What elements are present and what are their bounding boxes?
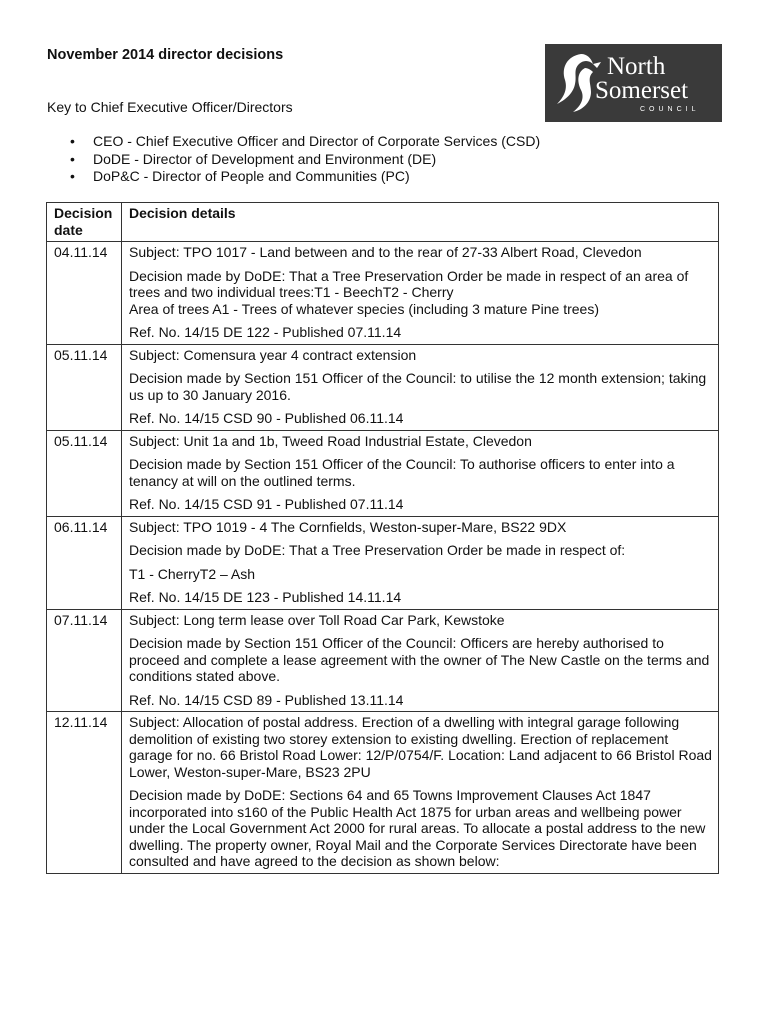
decision-details (122, 344, 719, 430)
decision-date: 04.11.14 (47, 242, 122, 345)
table-row (47, 609, 719, 712)
decision-details (122, 516, 719, 609)
decision-details (122, 712, 719, 874)
decision-date: 06.11.14 (47, 516, 122, 609)
column-header-date: Decision date (47, 203, 122, 242)
table-row (47, 242, 719, 345)
decision-ref: Ref. No. 14/15 CSD 90 - Published 06.11.14 (129, 410, 404, 426)
decision-text: Decision made by DoDE: That a Tree Preservation Order be made in respect of: (129, 542, 626, 558)
decision-details (122, 609, 719, 712)
decision-date: 05.11.14 (47, 344, 122, 430)
decision-subject: Subject: TPO 1017 - Land between and to the rear of 27-33 Albert Road, Clevedon (129, 244, 642, 260)
page-title: November 2014 director decisions (47, 47, 284, 63)
decisions-table (46, 202, 719, 874)
decision-text-line: Area of trees A1 - Trees of whatever species (including 3 mature Pine trees) (129, 300, 600, 317)
table-row (47, 344, 719, 430)
column-header-details: Decision details (122, 203, 719, 242)
list-item: • CEO - Chief Executive Officer and Director of Corporate Services (CSD) (47, 133, 540, 151)
decision-text: Decision made by Section 151 Officer of the Council: to utilise the 12 month extension; taking us up to 30 January 2016. (129, 370, 707, 403)
list-item: • DoP&C - Director of People and Communities (PC) (47, 168, 540, 186)
decision-text: Decision made by Section 151 Officer of the Council: To authorise officers to enter into a tenancy at will on the outlined terms. (129, 456, 675, 489)
decision-subject: Subject: TPO 1019 - 4 The Cornfields, Weston-super-Mare, BS22 9DX (129, 518, 567, 535)
decision-subject: Subject: Unit 1a and 1b, Tweed Road Industrial Estate, Clevedon (129, 432, 532, 449)
decision-text (129, 268, 712, 318)
decision-text: Decision made by Section 151 Officer of the Council: Officers are hereby authorised to proceed and complete a lease agreement with the owner of The New Castle on the terms and conditions stated above. (129, 635, 710, 684)
decision-date: 12.11.14 (47, 712, 122, 874)
decision-ref: Ref. No. 14/15 CSD 89 - Published 13.11.14 (129, 691, 404, 708)
logo-text-council: COUNCIL (640, 106, 700, 113)
decision-tree-list: T1 - CherryT2 – Ash (129, 565, 256, 582)
logo-text-north: North (607, 53, 666, 80)
decision-ref: Ref. No. 14/15 DE 123 - Published 14.11.14 (129, 589, 402, 605)
decision-subject: Subject: Allocation of postal address. Erection of a dwelling with integral garage following demolition of existing two storey extension to existing dwelling. Erection of replacement garage for no. 66 Bristol Road Lower: 12/P/0754/F. Location: Land adjacent to 66 Bristol Road Lower, Weston-super-Mare, BS23 2PU (129, 714, 712, 780)
decision-date: 05.11.14 (47, 430, 122, 516)
decision-details (122, 430, 719, 516)
decision-text: Decision made by DoDE: Sections 64 and 65 Towns Improvement Clauses Act 1847 incorporated into s160 of the Public Health Act 1875 for urban areas and wellbeing power under the Local Government Act 2000 for rural areas. To allocate a postal address to the new dwelling. The property owner, Royal Mail and the Corporate Services Directorate have been consulted and have agreed to the decision as shown below: (129, 787, 706, 869)
decision-date: 07.11.14 (47, 609, 122, 712)
council-logo (545, 44, 722, 122)
roles-list (47, 133, 540, 186)
table-header-row (47, 203, 719, 242)
decision-subject: Subject: Comensura year 4 contract extension (129, 346, 417, 363)
decision-details (122, 242, 719, 345)
key-heading: Key to Chief Executive Officer/Directors (47, 99, 293, 115)
table-row (47, 516, 719, 609)
decision-text-line: Decision made by DoDE: That a Tree Preservation Order be made in respect of an area of trees and two individual trees:T1 - BeechT2 - Cherry (129, 267, 689, 300)
table-row (47, 712, 719, 874)
table-row (47, 430, 719, 516)
decision-ref: Ref. No. 14/15 DE 122 - Published 07.11.14 (129, 324, 402, 340)
logo-text-somerset: Somerset (595, 77, 689, 104)
decision-subject: Subject: Long term lease over Toll Road Car Park, Kewstoke (129, 611, 505, 628)
decision-ref: Ref. No. 14/15 CSD 91 - Published 07.11.14 (129, 496, 404, 512)
list-item: • DoDE - Director of Development and Environment (DE) (47, 151, 540, 169)
